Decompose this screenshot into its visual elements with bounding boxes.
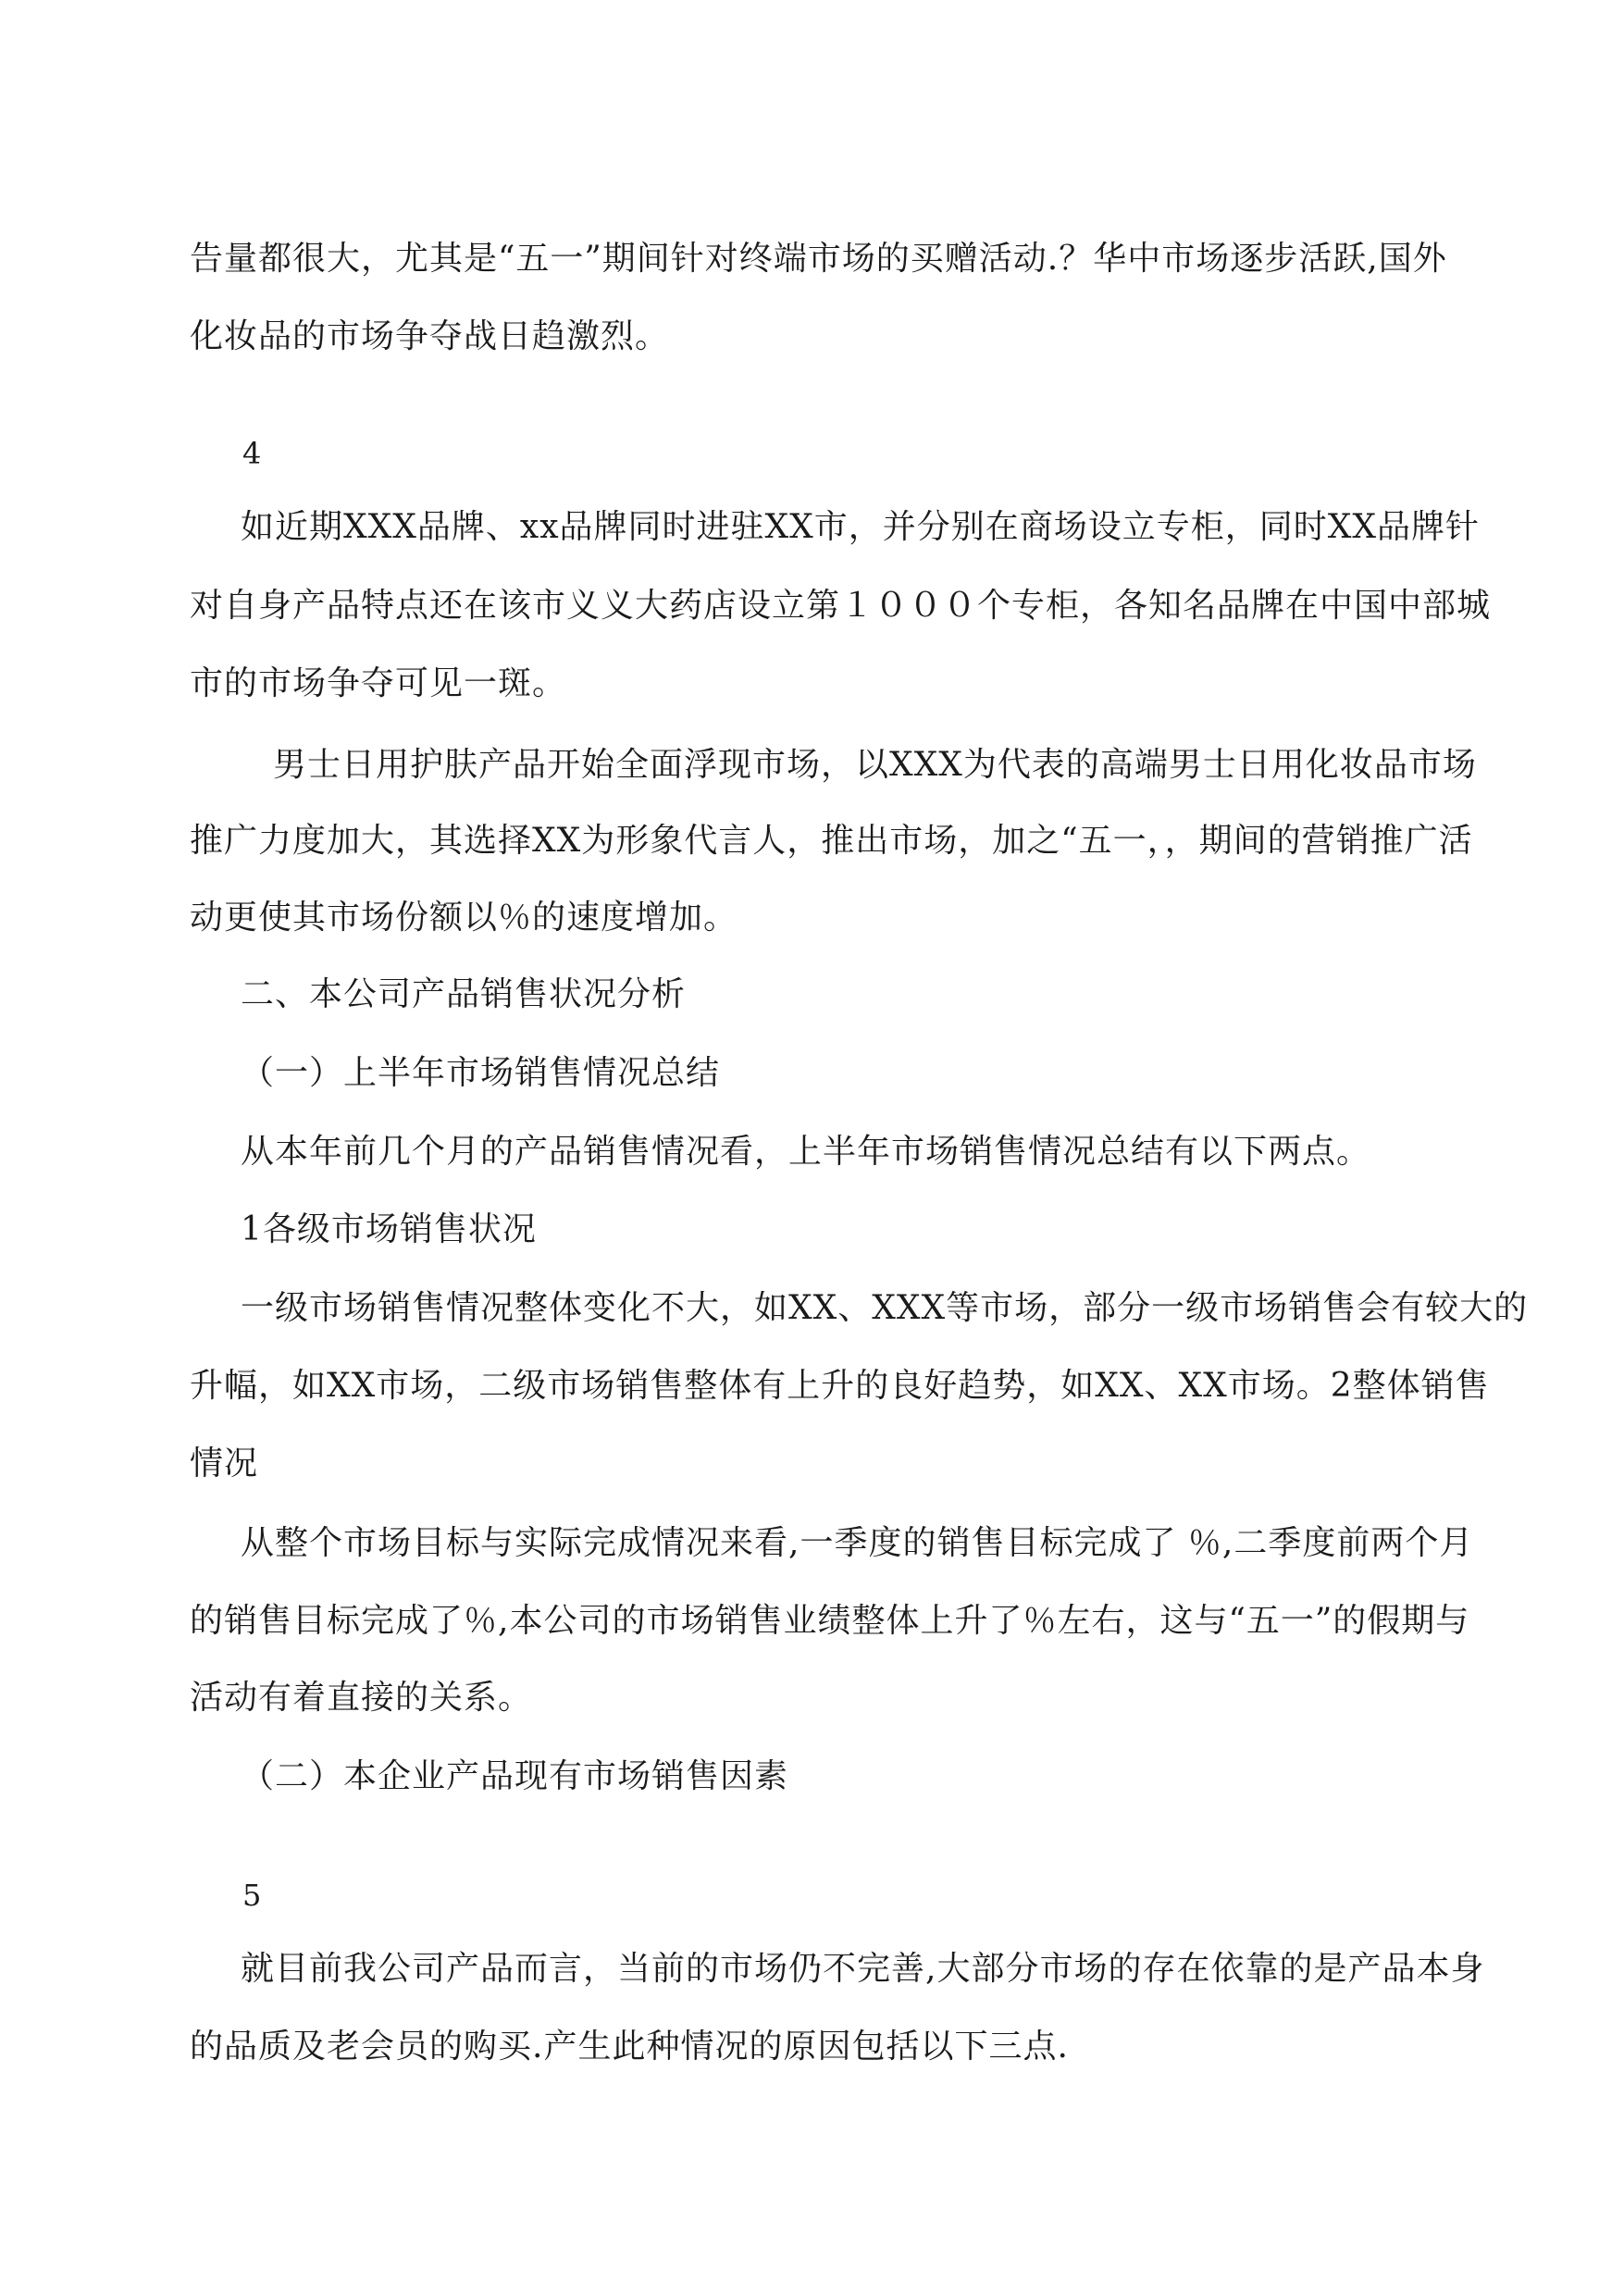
subsection-heading: （二）本企业产品现有市场销售因素 [241,1757,789,1795]
paragraph-line: 告量都很大，尤其是“五一”期间针对终端市场的买赠活动.？华中市场逐步活跃,国外 [190,240,1447,278]
paragraph-line: 情况 [190,1445,259,1482]
paragraph-line: 的品质及老会员的购买.产生此种情况的原因包括以下三点. [190,2028,1069,2066]
paragraph-line: 的销售目标完成了％,本公司的市场销售业绩整体上升了％左右，这与“五一”的假期与 [190,1602,1470,1640]
paragraph-line: 市的市场争夺可见一斑。 [190,664,567,702]
paragraph-line: 就目前我公司产品而言，当前的市场仍不完善,大部分市场的存在依靠的是产品本身 [241,1950,1485,1988]
paragraph-line: 活动有着直接的关系。 [190,1679,533,1717]
paragraph-line: 对自身产品特点还在该市义义大药店设立第１０００个专柜，各知名品牌在中国中部城 [190,587,1492,625]
page-number: 4 [242,436,262,471]
item-heading: 1各级市场销售状况 [241,1210,537,1248]
paragraph-line: 一级市场销售情况整体变化不大，如XX、XXX等市场，部分一级市场销售会有较大的 [241,1289,1529,1327]
paragraph-line: 化妆品的市场争夺战日趋激烈。 [190,317,670,355]
paragraph-line: 动更使其市场份额以％的速度增加。 [190,899,738,937]
paragraph-line: 如近期XXX品牌、xx品牌同时进驻XX市，并分别在商场设立专柜，同时XX品牌针 [241,508,1481,546]
page-number: 5 [242,1878,262,1913]
subsection-heading: （一）上半年市场销售情况总结 [241,1054,721,1092]
paragraph-line: 从整个市场目标与实际完成情况来看,一季度的销售目标完成了 ％,二季度前两个月 [241,1524,1474,1562]
paragraph-line: 从本年前几个月的产品销售情况看，上半年市场销售情况总结有以下两点。 [241,1133,1371,1171]
section-heading: 二、本公司产品销售状况分析 [241,975,687,1013]
paragraph-line: 男士日用护肤产品开始全面浮现市场，以XXX为代表的高端男士日用化妆品市场 [273,746,1477,784]
paragraph-line: 升幅，如XX市场，二级市场销售整体有上升的良好趋势，如XX、XX市场。2整体销售 [190,1367,1490,1405]
paragraph-line: 推广力度加大，其选择XX为形象代言人，推出市场，加之“五一，，期间的营销推广活 [190,822,1473,860]
